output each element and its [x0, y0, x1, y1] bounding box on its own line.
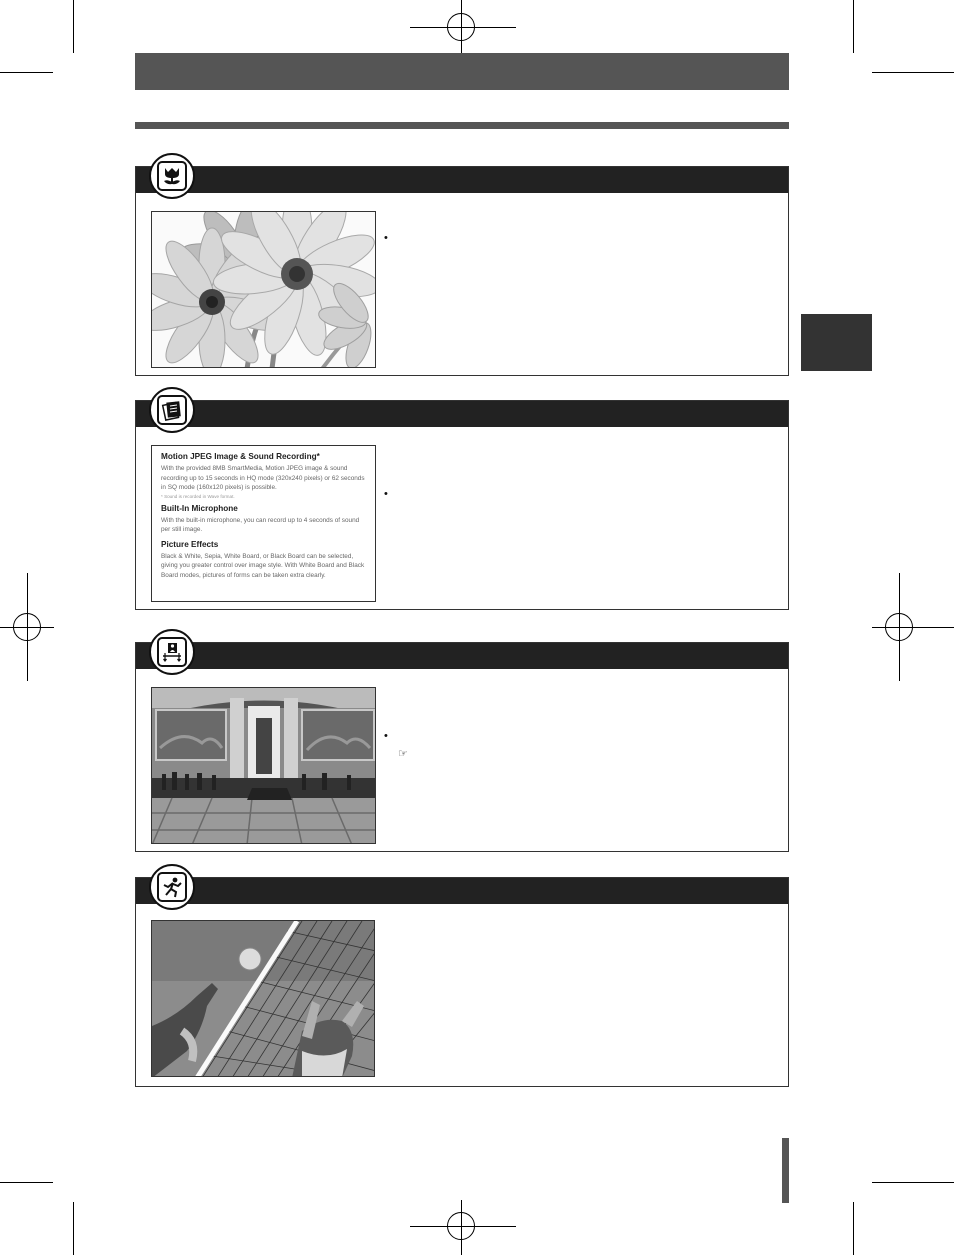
section-header-bar	[136, 878, 788, 904]
registration-target	[447, 13, 475, 41]
crop-mark	[73, 1202, 74, 1255]
crop-mark	[73, 0, 74, 53]
card-text: With the provided 8MB SmartMedia, Motion JPEG image & sound recording up to 15 seconds in HQ mode (320x240 pixels) or 62 seconds in SQ mode (160x120 pixels) is possible.	[161, 465, 365, 491]
section-badge	[149, 629, 195, 675]
crop-mark	[872, 1182, 954, 1183]
registration-target	[885, 613, 913, 641]
sports-section	[135, 877, 789, 1087]
features-section	[135, 400, 789, 610]
card-heading: Built-In Microphone	[161, 503, 238, 513]
flower-photo	[151, 211, 376, 368]
page-header-bar	[135, 53, 789, 90]
volleyball-photo	[151, 920, 375, 1077]
landscape-portrait-icon	[157, 637, 187, 667]
crop-mark	[872, 72, 954, 73]
bullet-marker: •	[384, 730, 388, 742]
section-header-bar	[136, 167, 788, 193]
card-heading: Picture Effects	[161, 539, 219, 549]
page-number-tab	[782, 1138, 789, 1203]
crop-mark	[853, 0, 854, 53]
header-rule	[135, 122, 789, 129]
card-text: Black & White, Sepia, White Board, or Black Board can be selected, giving you greater control over image style. With White Board and Black Board modes, pictures of forms can be taken extra clearly.	[161, 552, 365, 579]
section-header-bar	[136, 401, 788, 427]
features-info-card	[151, 445, 376, 602]
macro-section	[135, 166, 789, 376]
card-heading: Motion JPEG Image & Sound Recording*	[161, 452, 320, 461]
registration-target	[13, 613, 41, 641]
crop-mark	[0, 72, 53, 73]
section-badge	[149, 864, 195, 910]
section-header-bar	[136, 643, 788, 669]
gallery-hall-photo	[151, 687, 376, 844]
bullet-marker: •	[384, 232, 388, 244]
section-badge	[149, 153, 195, 199]
registration-target	[447, 1212, 475, 1240]
card-text: With the built-in microphone, you can record up to 4 seconds of sound per still image.	[161, 516, 360, 533]
bullet-marker: •	[384, 488, 388, 500]
card-footnote: * Sound is recorded in Wave format.	[161, 493, 235, 499]
reference-pointer-icon: ☞	[398, 748, 408, 760]
flower-icon	[157, 161, 187, 191]
crop-mark	[0, 1182, 53, 1183]
document-stack-icon	[157, 395, 187, 425]
crop-mark	[853, 1202, 854, 1255]
landscape-section	[135, 642, 789, 852]
sports-icon	[157, 872, 187, 902]
chapter-tab	[801, 314, 872, 371]
section-badge	[149, 387, 195, 433]
